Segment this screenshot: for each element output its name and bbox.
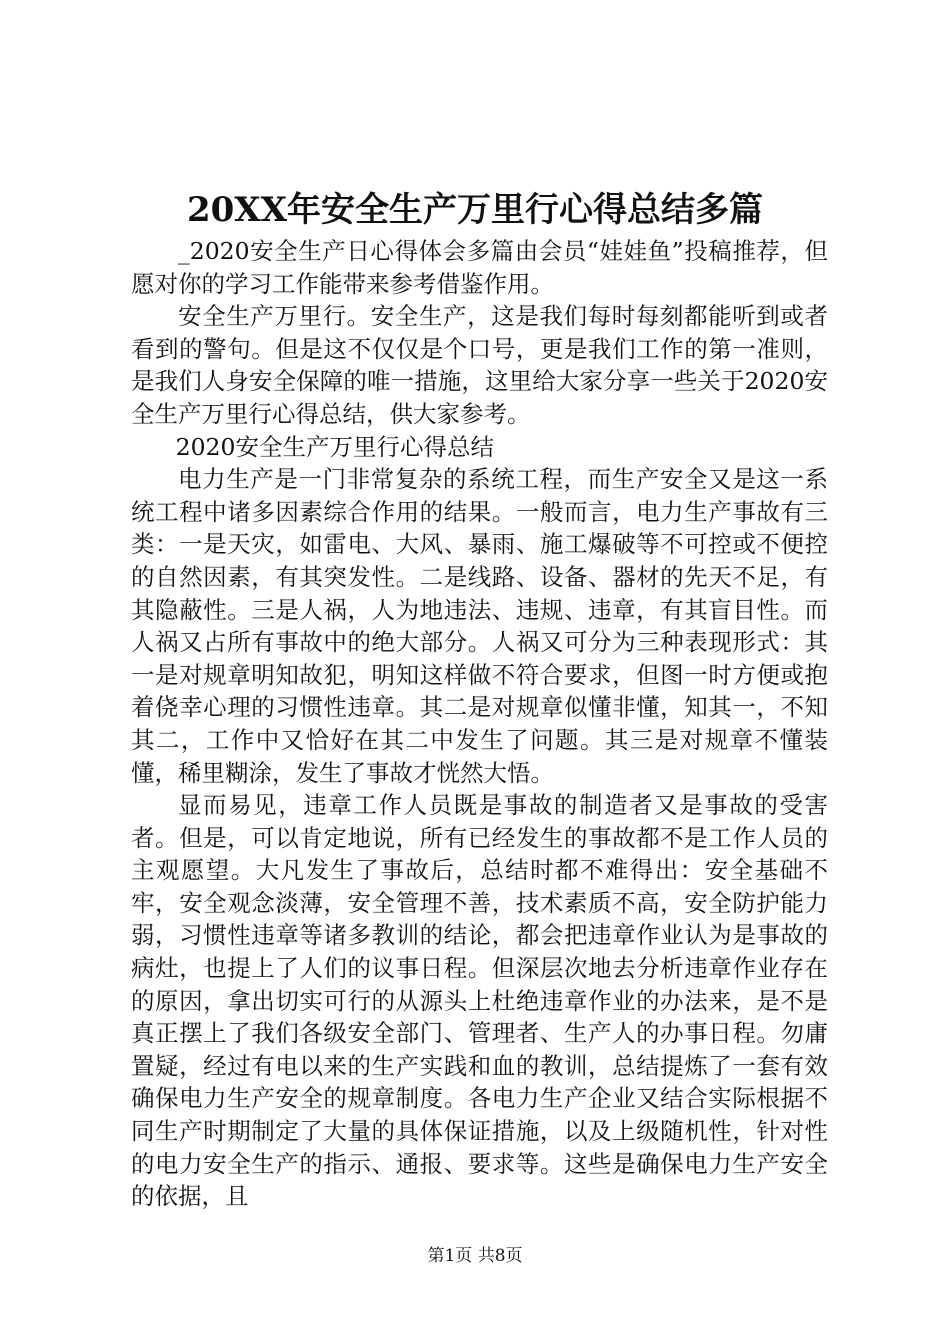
section-heading: 2020安全生产万里行心得总结 <box>175 432 494 461</box>
body-paragraph: 显而易见，违章工作人员既是事故的制造者又是事故的受害者。但是，可以肯定地说，所有已经发生的事故都不是工作人员的主观愿望。大凡发生了事故后，总结时都不难得出：安全基础不牢，安全观念淡薄，安全管理不善，技术素质不高，安全防护能力弱，习惯性违章等诸多教训的结论，都会把违章作业认为是事故的病灶，也提上了人们的议事日程。但深层次地去分析违章作业存在的原因，拿出切实可行的从源头上杜绝违章作业的办法来，是不是真正摆上了我们各级安全部门、管理者、生产人的办事日程。勿庸置疑，经过有电以来的生产实践和血的教训，总结提炼了一套有效确保电力生产安全的规章制度。各电力生产企业又结合实际根据不同生产时期制定了大量的具体保证措施，以及上级随机性，针对性的电力安全生产的指示、通报、要求等。这些是确保电力生产安全的依据，且 <box>131 791 828 1211</box>
intro-paragraph: _2020安全生产日心得体会多篇由会员“娃娃鱼”投稿推荐，但愿对你的学习工作能带来参考借鉴作用。 <box>131 237 828 298</box>
page-number-footer: 第1页 共8页 <box>427 1246 523 1266</box>
body-paragraph: 安全生产万里行。安全生产，这是我们每时每刻都能听到或者看到的警句。但是这不仅仅是个口号，更是我们工作的第一准则，是我们人身安全保障的唯一措施，这里给大家分享一些关于2020安全生产万里行心得总结，供大家参考。 <box>131 302 828 428</box>
body-paragraph: 电力生产是一门非常复杂的系统工程，而生产安全又是这一系统工程中诸多因素综合作用的结果。一般而言，电力生产事故有三类：一是天灾，如雷电、大风、暴雨、施工爆破等不可控或不便控的自然因素，有其突发性。二是线路、设备、器材的先天不足，有其隐蔽性。三是人祸，人为地违法、违规、违章，有其盲目性。而人祸又占所有事故中的绝大部分。人祸又可分为三种表现形式：其一是对规章明知故犯，明知这样做不符合要求，但图一时方便或抱着侥幸心理的习惯性违章。其二是对规章似懂非懂，知其一，不知其二，工作中又恰好在其二中发生了问题。其三是对规章不懂装懂，稀里糊涂，发生了事故才恍然大悟。 <box>131 465 828 787</box>
document-body <box>131 235 828 1213</box>
document-title: 20XX年安全生产万里行心得总结多篇 <box>186 190 764 230</box>
